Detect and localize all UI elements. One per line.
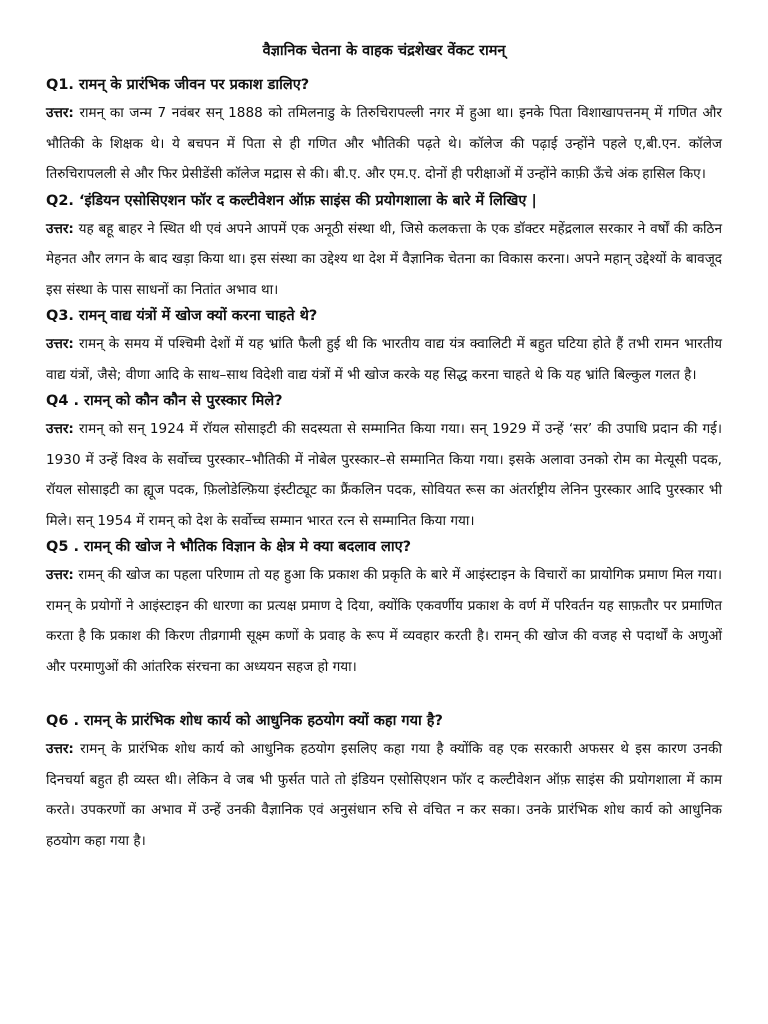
answer-text-2: यह बहू बाहर ने स्थित थी एवं अपने आपमें एक अनूठी संस्था थी, जिसे कलकत्ता के एक डॉक्टर महेंद्रलाल सरकार ने वर्षों की कठिन मेहनत और लगन के बाद खड़ा किया था। इस संस्था का उद्देश्य था देश में वैज्ञानिक चेतना का विकास करना। अपने महान् उद्देश्यों के बावजूद इस संस्था के पास साधनों का नितांत अभाव था।	[46, 220, 722, 298]
answer-label: उत्तर:	[46, 567, 74, 583]
answer-1	[46, 98, 722, 190]
answer-text-1: रामन् का जन्म 7 नवंबर सन् 1888 को तमिलनाडु के तिरुचिरापल्ली नगर में हुआ था। इनके पिता विशाखापत्तनम् में गणित और भौतिकी के शिक्षक थे। ये बचपन में पिता से ही गणित और भौतिकी पढ़ते थे। कॉलेज की पढ़ाई उन्होंने पहले ए,बी.एन. कॉलेज तिरुचिरापलली से और फिर प्रेसीडेंसी कॉलेज मद्रास से की। बी.ए. और एम.ए. दोनों ही परीक्षाओं में उन्होंने काफ़ी ऊँचे अंक हासिल किए।	[46, 105, 722, 182]
qa-block-6	[46, 710, 722, 856]
qa-block-5	[46, 536, 722, 682]
question-6: Q6 . रामन् के प्रारंभिक शोध कार्य को आधुनिक हठयोग क्यों कहा गया है?	[46, 713, 443, 729]
question-1: Q1. रामन् के प्रारंभिक जीवन पर प्रकाश डालिए?	[46, 77, 310, 93]
question-5: Q5 . रामन् की खोज ने भौतिक विज्ञान के क्षेत्र मे क्या बदलाव लाए?	[46, 539, 412, 555]
answer-label: उत्तर:	[46, 105, 74, 121]
answer-label: उत्तर:	[46, 220, 74, 237]
question-4: Q4 . रामन् को कौन कौन से पुरस्कार मिले?	[46, 393, 283, 409]
answer-text-3: रामन् के समय में पश्चिमी देशों में यह भ्रांति फैली हुई थी कि भारतीय वाद्य यंत्र क्वालिटी में बहुत घटिया होते हैं तभी रामन भारतीय वाद्य यंत्रों, जैसे; वीणा आदि के साथ–साथ विदेशी वाद्य यंत्रों में भी खोज करके यह सिद्ध करना चाहते थे कि यह भ्रांति बिल्कुल गलत है।	[46, 336, 722, 383]
answer-6	[46, 734, 722, 856]
answer-label: उत्तर:	[46, 741, 74, 757]
document-title: वैज्ञानिक चेतना के वाहक चंद्रशेखर वेंकट रामन्	[262, 43, 506, 59]
answer-text-4: रामन् को सन् 1924 में रॉयल सोसाइटी की सदस्यता से सम्मानित किया गया। सन् 1929 में उन्हें ‘सर’ की उपाधि प्रदान की गई। 1930 में उन्हें विश्व के सर्वोच्च पुरस्कार–भौतिकी में नोबेल पुरस्कार–से सम्मानित किया गया। इसके अलावा उनको रोम का मेत्यूसी पदक, रॉयल सोसाइटी का ह्यूज पदक, फ़िलोडेल्फ़िया इंस्टीट्यूट का फ्रैंकलिन पदक, सोवियत रूस का अंतर्राष्ट्रीय लेनिन पुरस्कार आदि पुरस्कार भी मिले। सन् 1954 में रामन् को देश के सर्वोच्च सम्मान भारत रत्न से सम्मानित किया गया।	[46, 421, 722, 529]
question-2: Q2. ‘इंडियन एसोसिएशन फॉर द कल्टीवेशन ऑफ़ साइंस की प्रयोगशाला के बारे में लिखिए |	[46, 192, 537, 209]
qa-block-1	[46, 74, 722, 190]
answer-5	[46, 560, 722, 682]
answer-label: उत्तर:	[46, 421, 74, 437]
answer-2	[46, 214, 722, 306]
section-spacer	[46, 682, 722, 710]
question-3: Q3. रामन् वाद्य यंत्रों में खोज क्यों करना चाहते थे?	[46, 308, 318, 324]
qa-block-3	[46, 305, 722, 390]
answer-text-6: रामन् के प्रारंभिक शोध कार्य को आधुनिक हठयोग इसलिए कहा गया है क्योंकि वह एक सरकारी अफसर थे इस कारण उनकी दिनचर्या बहुत ही व्यस्त थी। लेकिन वे जब भी फुर्सत पाते तो इंडियन एसोसिएशन फॉर द कल्टीवेशन ऑफ़ साइंस की प्रयोगशाला में काम करते। उपकरणों का अभाव में उन्हें उनकी वैज्ञानिक एवं अनुसंधान रुचि से वंचित न कर सका। उनके प्रारंभिक शोध कार्य को आधुनिक हठयोग कहा गया है।	[46, 741, 722, 849]
answer-3	[46, 329, 722, 390]
answer-label: उत्तर:	[46, 336, 74, 352]
qa-block-2	[46, 190, 722, 306]
answer-text-5: रामन् की खोज का पहला परिणाम तो यह हुआ कि प्रकाश की प्रकृति के बारे में आइंस्टाइन के विचारों का प्रायोगिक प्रमाण मिल गया। रामन् के प्रयोगों ने आइंस्टाइन की धारणा का प्रत्यक्ष प्रमाण दे दिया, क्योंकि एकवर्णीय प्रकाश के वर्ण में परिवर्तन यह साफ़तौर पर प्रमाणित करता है कि प्रकाश की किरण तीव्रगामी सूक्ष्म कणों के प्रवाह के रूप में व्यवहार करती है। रामन् की खोज की वजह से पदार्थों के अणुओं और परमाणुओं की आंतरिक संरचना का अध्ययन सहज हो गया।	[46, 567, 722, 675]
qa-block-4	[46, 390, 722, 536]
answer-4	[46, 414, 722, 536]
